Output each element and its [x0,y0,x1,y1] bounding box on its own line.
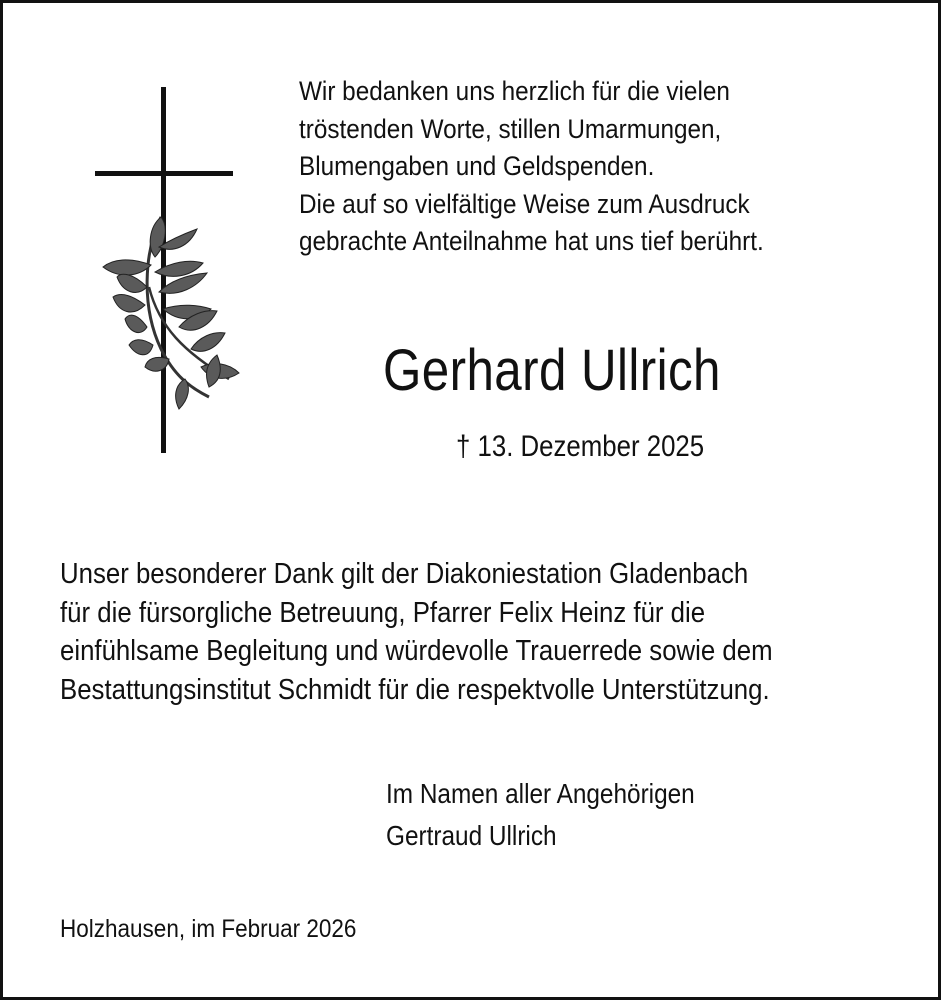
cross-with-leaf-branch-icon [89,87,249,457]
signature-line: Im Namen aller Angehörigen [386,778,695,809]
signer-name: Gertraud Ullrich [386,820,557,851]
thanks-line: Blumengaben und Geldspenden. [299,151,655,181]
signature-block [386,773,695,857]
place-and-date: Holzhausen, im Februar 2026 [60,915,357,943]
death-date: † 13. Dezember 2025 [456,430,705,463]
gratitude-line: einfühlsame Begleitung und würdevolle Trauerrede sowie dem [60,635,773,667]
thanks-line: gebrachte Anteilnahme hat uns tief berührt. [299,226,764,256]
gratitude-line: für die fürsorgliche Betreuung, Pfarrer Felix Heinz für die [60,596,706,629]
thanks-line: tröstenden Worte, stillen Umarmungen, [299,113,722,144]
gratitude-line: Bestattungsinstitut Schmidt für die respektvolle Unterstützung. [60,673,770,706]
thanks-line: Die auf so vielfältige Weise zum Ausdruck [299,188,750,219]
deceased-name: Gerhard Ullrich [383,338,721,403]
gratitude-line: Unser besonderer Dank gilt der Diakoniestation Gladenbach [60,558,749,590]
thanks-text [299,73,839,261]
thanks-line: Wir bedanken uns herzlich für die vielen [299,76,730,106]
gratitude-text [60,555,875,709]
